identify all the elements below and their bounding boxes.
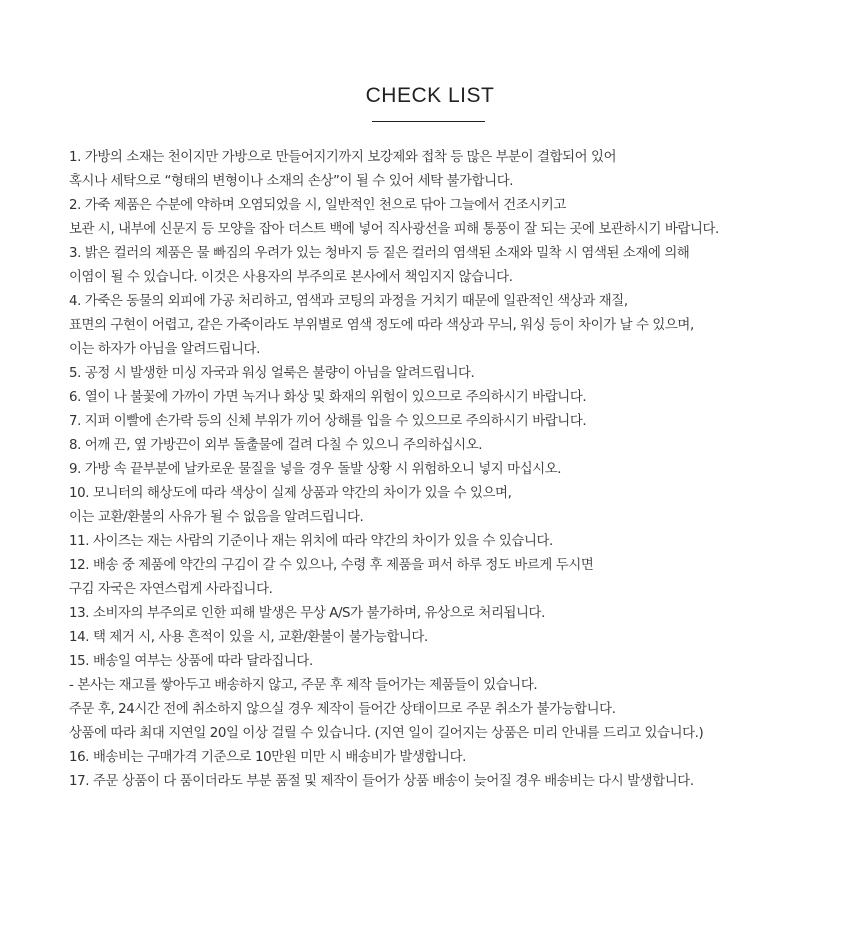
- checklist-line: - 본사는 재고를 쌓아두고 배송하지 않고, 주문 후 제작 들어가는 제품들이 있습니다.: [69, 678, 538, 693]
- checklist-line: 이염이 될 수 있습니다. 이것은 사용자의 부주의로 본사에서 책임지지 않습니다.: [69, 270, 513, 285]
- checklist-line: 혹시나 세탁으로 “형태의 변형이나 소재의 손상”이 될 수 있어 세탁 불가합니다.: [69, 174, 514, 189]
- checklist-line: 2. 가죽 제품은 수분에 약하며 오염되었을 시, 일반적인 천으로 닦아 그늘에서 건조시키고: [69, 198, 566, 213]
- checklist-line: 16. 배송비는 구매가격 기준으로 10만원 미만 시 배송비가 발생합니다.: [69, 750, 466, 765]
- checklist-line: 8. 어깨 끈, 옆 가방끈이 외부 돌출물에 걸려 다칠 수 있으니 주의하십시오.: [69, 438, 483, 453]
- checklist-line: 10. 모니터의 해상도에 따라 색상이 실제 상품과 약간의 차이가 있을 수 있으며,: [69, 486, 512, 501]
- checklist-line: 상품에 따라 최대 지연일 20일 이상 걸릴 수 있습니다. (지연 일이 길어지는 상품은 미리 안내를 드리고 있습니다.): [69, 726, 704, 741]
- checklist-line: 3. 밝은 컬러의 제품은 물 빠짐의 우려가 있는 청바지 등 짙은 컬러의 염색된 소재와 밀착 시 염색된 소재에 의해: [69, 246, 690, 261]
- checklist-line: 4. 가죽은 동물의 외피에 가공 처리하고, 염색과 코팅의 과정을 거치기 때문에 일관적인 색상과 재질,: [69, 294, 628, 309]
- checklist-line: 11. 사이즈는 재는 사람의 기준이나 재는 위치에 따라 약간의 차이가 있을 수 있습니다.: [69, 534, 553, 549]
- title-container: [0, 84, 860, 114]
- checklist-line: 6. 열이 나 불꽃에 가까이 가면 녹거나 화상 및 화재의 위험이 있으므로 주의하시기 바랍니다.: [69, 390, 587, 405]
- checklist-line: 이는 하자가 아님을 알려드립니다.: [69, 342, 260, 357]
- checklist-line: 7. 지퍼 이빨에 손가락 등의 신체 부위가 끼어 상해를 입을 수 있으므로 주의하시기 바랍니다.: [69, 414, 587, 429]
- page-title: CHECK LIST: [365, 84, 495, 107]
- checklist-line: 13. 소비자의 부주의로 인한 피해 발생은 무상 A/S가 불가하며, 유상으로 처리됩니다.: [69, 606, 545, 621]
- checklist-line: 14. 택 제거 시, 사용 흔적이 있을 시, 교환/환불이 불가능합니다.: [69, 630, 428, 645]
- checklist-line: 17. 주문 상품이 다 품이더라도 부분 품절 및 제작이 들어가 상품 배송이 늦어질 경우 배송비는 다시 발생합니다.: [69, 774, 694, 789]
- checklist-line: 15. 배송일 여부는 상품에 따라 달라집니다.: [69, 654, 313, 669]
- checklist-line: 9. 가방 속 끝부분에 날카로운 물질을 넣을 경우 돌발 상황 시 위험하오니 넣지 마십시오.: [69, 462, 562, 477]
- checklist-line: 표면의 구현이 어렵고, 같은 가죽이라도 부위별로 염색 정도에 따라 색상과 무늬, 워싱 등이 차이가 날 수 있으며,: [69, 318, 694, 333]
- checklist-line: 이는 교환/환불의 사유가 될 수 없음을 알려드립니다.: [69, 510, 364, 525]
- title-underline: [372, 121, 485, 122]
- checklist-line: 보관 시, 내부에 신문지 등 모양을 잡아 더스트 백에 넣어 직사광선을 피해 통풍이 잘 되는 곳에 보관하시기 바랍니다.: [69, 222, 719, 237]
- checklist-line: 1. 가방의 소재는 천이지만 가방으로 만들어지기까지 보강제와 접착 등 많은 부분이 결합되어 있어: [69, 150, 617, 165]
- checklist-line: 5. 공정 시 발생한 미싱 자국과 워싱 얼룩은 불량이 아님을 알려드립니다.: [69, 366, 475, 381]
- checklist-line: 구김 자국은 자연스럽게 사라집니다.: [69, 582, 273, 597]
- checklist-line: 주문 후, 24시간 전에 취소하지 않으실 경우 제작이 들어간 상태이므로 주문 취소가 불가능합니다.: [69, 702, 616, 717]
- checklist-body: [69, 146, 849, 794]
- checklist-line: 12. 배송 중 제품에 약간의 구김이 갈 수 있으나, 수령 후 제품을 펴서 하루 정도 바르게 두시면: [69, 558, 594, 573]
